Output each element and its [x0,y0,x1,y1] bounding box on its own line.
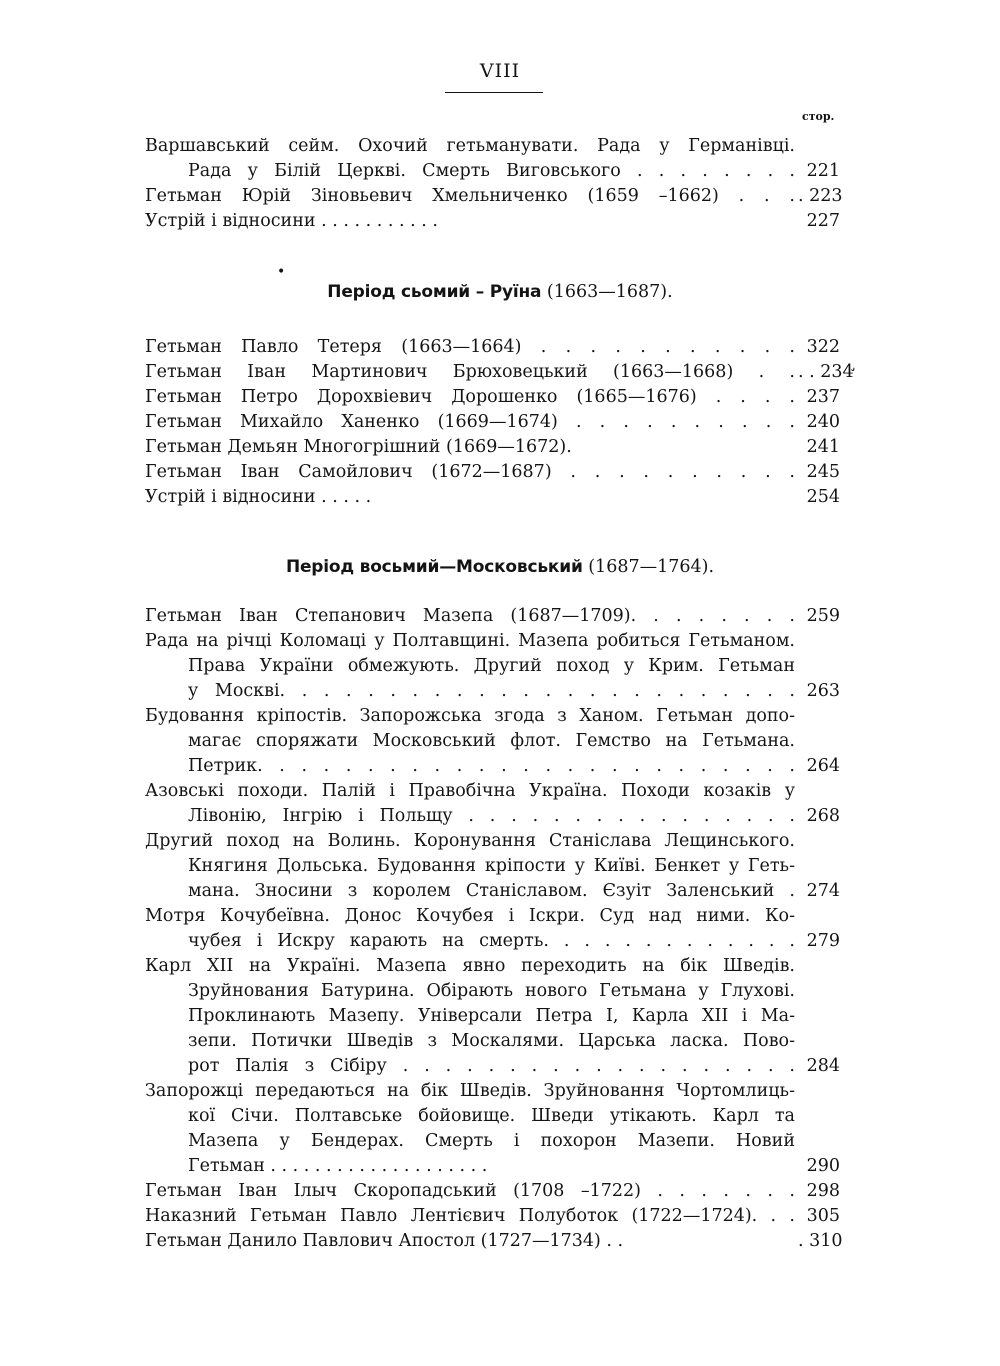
toc-line [0,1153,1000,1179]
toc-line [0,183,1000,209]
toc-line-page: 298 [806,1181,840,1201]
toc-line [0,1053,1000,1079]
toc-line [0,359,1000,385]
toc-line-page: 284 [806,1056,840,1076]
toc-line-page: 259 [806,606,840,626]
toc-line-page: 263 [806,681,840,701]
toc-line-text: Мотря Кочубеївна. Донос Кочубея і Іскри. Суд над ними. Ко- [145,906,795,926]
toc-line [0,803,1000,829]
toc-line [0,384,1000,410]
toc-line [0,409,1000,435]
toc-line [0,334,1000,360]
toc-line [0,459,1000,485]
toc-line-text: Права України обмежують. Другий поход у Крим. Гетьман [188,656,795,676]
toc-line-page: 290 [806,1156,840,1176]
toc-line-text: Рада у Білій Церкві. Смерть Виговського . . . . . . . . [188,161,795,181]
page-number: VIII [479,60,521,82]
toc-line-page: 305 [806,1206,840,1226]
toc-line-text: Гетьман Іван Ілыч Скоропадський (1708 –1722) . . . . . . . [145,1181,795,1201]
toc-line-text: у Москві. . . . . . . . . . . . . . . . . . . . . . . . [188,681,795,701]
toc-line-text: Петрик. . . . . . . . . . . . . . . . . . . . . . . . . [188,756,795,776]
toc-line [0,878,1000,904]
toc-line-text: Варшавський сейм. Охочий гетьманувати. Рада у Германівці. [145,136,795,156]
toc-line-text: Карл XII на Україні. Мазепа явно переходить на бік Шведів. [145,956,795,976]
toc-line-page: 245 [806,462,840,482]
toc-line [0,1128,1000,1154]
toc-line-text: Наказний Гетьман Павло Лентієвич Полуботок (1722—1724). . . [145,1206,795,1226]
toc-line-text: Устрій і відносини . . . . . . . . . . . [145,211,438,231]
toc-line [0,653,1000,679]
toc-line-page: 241 [806,437,840,457]
toc-line [0,158,1000,184]
toc-line-page: 322 [806,337,840,357]
toc-line [0,434,1000,460]
toc-line [0,208,1000,234]
toc-line-page: . . 234̛ [798,362,854,382]
toc-line-text: Гетьман Павло Тетеря (1663—1664) . . . . . . . . . . . [145,337,795,357]
toc-line-text: Лівонію, Інгрію і Польщу . . . . . . . . . . . . . . . . [188,806,795,826]
toc-line-text: Гетьман Іван Мартинович Брюховецький (1663—1668) . . [145,362,795,382]
toc-line-page: 279 [806,931,840,951]
toc-line-text: Гетьман Демьян Многогрішний (1669—1672). [145,437,572,457]
toc-line-text: Азовські походи. Палій і Правобічна Україна. Походи козаків у [145,781,795,801]
toc-line [0,1003,1000,1029]
toc-line-text: Другий поход на Волинь. Коронування Станіслава Лещинського. [145,831,795,851]
toc-line [0,603,1000,629]
section-heading-ruina [0,282,1000,302]
toc-line-text: Гетьман . . . . . . . . . . . . . . . . . . . . [188,1156,488,1176]
section-heading-title: Період сьомий – Руїна [327,282,542,302]
toc-line [0,703,1000,729]
toc-line-page: 274 [806,881,840,901]
toc-line [0,828,1000,854]
toc-line [0,778,1000,804]
toc-line-text: зепи. Потички Шведів з Москалями. Царська ласка. Пово- [188,1031,795,1051]
toc-line [0,853,1000,879]
toc-line-text: Запорожці передаються на бік Шведів. Зруйновання Чортомлиць- [145,1081,795,1101]
toc-line-text: рот Палія з Сібіру . . . . . . . . . . . . . . . . . . . [188,1056,795,1076]
toc-line-page: 237 [806,387,840,407]
toc-line-text: чубея і Искру карають на смерть. . . . . . . . . . . . . [188,931,795,951]
toc-line [0,628,1000,654]
section-heading-years: (1687—1764). [588,557,715,577]
toc-line-page: 268 [806,806,840,826]
toc-line-page: . 223 [798,186,843,206]
toc-line-text: Устрій і відносини . . . . . [145,487,372,507]
toc-line-text: Рада на річці Коломаці у Полтавщині. Мазепа робиться Гетьманом. [145,631,795,651]
toc-line-text: мана. Зносини з королем Станіславом. Єзуіт Заленський . [188,881,795,901]
toc-line-page: 254 [806,487,840,507]
toc-line [0,903,1000,929]
stray-mark: • [277,264,286,280]
page-column-label: стор. [802,110,835,123]
toc-line-text: Гетьман Іван Степанович Мазепа (1687—1709). . . . . . . . [145,606,795,626]
toc-line-text: Мазепа у Бендерах. Смерть і похорон Мазепи. Новий [188,1131,795,1151]
toc-line-text: Гетьман Іван Самойлович (1672—1687) . . . . . . . . . . [145,462,795,482]
section-heading-moskovskyi [0,557,1000,577]
toc-line [0,928,1000,954]
toc-line-text: магає споряжати Московський флот. Гемство на Гетьмана. [188,731,795,751]
toc-line-page: 264 [806,756,840,776]
toc-line-text: Проклинають Мазепу. Універсали Петра I, Карла XII і Ма- [188,1006,795,1026]
toc-line-text: Гетьман Михайло Ханенко (1669—1674) . . . . . . . . . . [145,412,795,432]
toc-line [0,1028,1000,1054]
toc-line-text: Гетьман Петро Дорохвіевич Дорошенко (1665—1676) . . . . [145,387,795,407]
toc-line-text: Княгиня Дольська. Будовання кріпости у Київі. Бенкет у Геть- [188,856,795,876]
toc-line [0,484,1000,510]
toc-line [0,1078,1000,1104]
toc-line-page: . 310 [798,1231,843,1251]
toc-line [0,1178,1000,1204]
toc-line [0,953,1000,979]
toc-line [0,1103,1000,1129]
toc-line [0,1228,1000,1254]
toc-line [0,978,1000,1004]
toc-line [0,753,1000,779]
toc-line-page: 221 [806,161,840,181]
page-number-rule [445,92,543,93]
toc-line-text: Зруйнования Батурина. Обірають нового Гетьмана у Глухові. [188,981,795,1001]
toc-line [0,1203,1000,1229]
toc-line [0,728,1000,754]
toc-line-text: Гетьман Данило Павлович Апостол (1727—1734) . . [145,1231,624,1251]
toc-line-text: Гетьман Юрій Зіновьевич Хмельниченко (1659 –1662) . . . [145,186,795,206]
section-heading-years: (1663—1687). [546,282,673,302]
toc-line [0,133,1000,159]
section-heading-title: Період восьмий—Московський [285,557,583,577]
toc-line-page: 227 [806,211,840,231]
toc-line-page: 240 [806,412,840,432]
toc-line-text: Будовання кріпостів. Запорожська згода з Ханом. Гетьман допо- [145,706,795,726]
toc-line-text: кої Січи. Полтавське бойовище. Шведи утікають. Карл та [188,1106,795,1126]
toc-line [0,678,1000,704]
